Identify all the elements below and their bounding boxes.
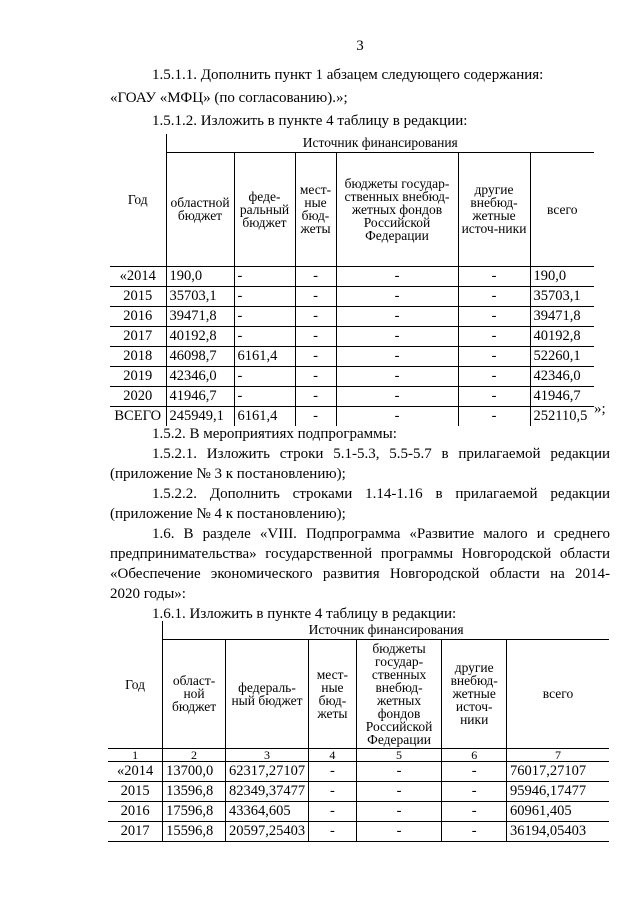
cell-funds: - [356,801,442,821]
cell-total: 39471,8 [530,306,594,326]
cell-federal: 6161,4 [234,406,295,426]
cell-other: - [458,406,530,426]
col-regional-2: област-ной бюджет [163,639,226,748]
cell-other: - [458,306,530,326]
cell-funds: - [336,306,458,326]
cell-local: - [309,761,357,781]
cell-local: - [295,266,336,286]
cell-local: - [295,346,336,366]
col-number: 1 [108,748,163,761]
cell-other: - [458,266,530,286]
cell-local: - [295,306,336,326]
cell-regional: 40192,8 [166,326,234,346]
cell-regional: 15596,8 [163,821,226,841]
table-row [108,761,609,781]
cell-year: 2016 [108,801,163,821]
paragraph-1-6-cont-2: «Обеспечение экономического развития Новгородской области на 2014- [110,566,610,582]
col-local-2: мест-ные бюд-жеты [309,639,357,748]
paragraph-1-6-1: 1.6.1. Изложить в пункте 4 таблицу в редакции: [152,606,457,622]
cell-other: - [458,346,530,366]
paragraph-1-5-2-2: 1.5.2.2. Дополнить строками 1.14-1.16 в прилагаемой редакции [152,486,610,502]
col-federal: феде-ральный бюджет [234,152,295,266]
table-row [108,821,609,841]
year-header: Год [110,134,166,266]
paragraph-1-5-2-2-cont: (приложение № 4 к постановлению); [110,506,346,522]
cell-federal: - [234,386,295,406]
cell-total: 36194,05403 [507,821,609,841]
cell-local: - [295,406,336,426]
col-total-2: всего [507,639,609,748]
cell-federal: - [234,306,295,326]
cell-other: - [442,761,507,781]
cell-regional: 190,0 [166,266,234,286]
col-number: 3 [225,748,308,761]
cell-local: - [309,821,357,841]
cell-regional: 46098,7 [166,346,234,366]
cell-total: 60961,405 [507,801,609,821]
col-state-funds: бюджеты государ-ственных внебюд-жетных фондов Российской Федерации [336,152,458,266]
paragraph-1-6-cont-1: предпринимательства» государственной программы Новгородской области [110,546,610,562]
table-row [110,406,594,426]
cell-year: «2014 [108,761,163,781]
source-header-2: Источник финансирования [163,621,609,639]
cell-funds: - [336,266,458,286]
cell-federal: 62317,27107 [225,761,308,781]
cell-total: 40192,8 [530,326,594,346]
cell-total: 95946,17477 [507,781,609,801]
cell-regional: 39471,8 [166,306,234,326]
cell-other: - [458,286,530,306]
cell-regional: 13700,0 [163,761,226,781]
col-state-funds-2: бюджеты государ-ственных внебюд-жетных фондов Российской Федерации [356,639,442,748]
col-number: 6 [442,748,507,761]
cell-local: - [295,326,336,346]
cell-total: 41946,7 [530,386,594,406]
year-header-2: Год [108,621,163,748]
cell-year: 2017 [108,821,163,841]
cell-total: 42346,0 [530,366,594,386]
table-row [110,266,594,286]
cell-funds: - [336,286,458,306]
cell-funds: - [336,406,458,426]
cell-regional: 17596,8 [163,801,226,821]
cell-funds: - [336,326,458,346]
cell-federal: - [234,286,295,306]
cell-total: 252110,5 [530,406,594,426]
cell-year: 2015 [110,286,166,306]
source-header: Источник финансирования [166,134,594,152]
table-row [108,801,609,821]
table-row [110,386,594,406]
cell-federal: 82349,37477 [225,781,308,801]
table-1-closing-quote: »; [594,401,606,417]
col-number: 4 [309,748,357,761]
cell-other: - [442,781,507,801]
cell-other: - [442,821,507,841]
cell-federal: 43364,605 [225,801,308,821]
cell-total: 52260,1 [530,346,594,366]
cell-year: 2017 [110,326,166,346]
cell-year: 2018 [110,346,166,366]
cell-other: - [458,326,530,346]
cell-local: - [295,286,336,306]
cell-local: - [295,386,336,406]
cell-other: - [458,366,530,386]
cell-year: 2019 [110,366,166,386]
financing-table-2 [108,621,609,842]
paragraph-1-5-1-2: 1.5.1.2. Изложить в пункте 4 таблицу в редакции: [152,113,468,129]
cell-other: - [458,386,530,406]
cell-funds: - [336,346,458,366]
paragraph-1-6-cont-3: 2020 годы»: [110,586,186,602]
table-row [110,306,594,326]
table-row [110,326,594,346]
cell-funds: - [356,781,442,801]
cell-local: - [309,781,357,801]
cell-year: «2014 [110,266,166,286]
cell-federal: - [234,326,295,346]
cell-total: 190,0 [530,266,594,286]
paragraph-1-5-2: 1.5.2. В мероприятиях подпрограммы: [152,426,397,442]
cell-federal: - [234,266,295,286]
cell-total: 35703,1 [530,286,594,306]
cell-year: 2015 [108,781,163,801]
cell-funds: - [336,386,458,406]
cell-federal: 20597,25403 [225,821,308,841]
col-local: мест-ные бюд-жеты [295,152,336,266]
cell-regional: 245949,1 [166,406,234,426]
cell-regional: 13596,8 [163,781,226,801]
cell-regional: 41946,7 [166,386,234,406]
col-number: 7 [507,748,609,761]
cell-total: 76017,27107 [507,761,609,781]
col-other: другие внебюд-жетные источ-ники [458,152,530,266]
cell-funds: - [356,821,442,841]
cell-federal: - [234,366,295,386]
table-row [110,366,594,386]
table-row [110,286,594,306]
paragraph-1-5-2-1-cont: (приложение № 3 к постановлению); [110,466,346,482]
cell-year: ВСЕГО [110,406,166,426]
cell-year: 2016 [110,306,166,326]
paragraph-1-5-1-1: 1.5.1.1. Дополнить пункт 1 абзацем следующего содержания: [152,67,544,83]
paragraph-1-6: 1.6. В разделе «VIII. Подпрограмма «Развитие малого и среднего [152,526,610,542]
cell-funds: - [356,761,442,781]
cell-regional: 35703,1 [166,286,234,306]
cell-federal: 6161,4 [234,346,295,366]
paragraph-gaou-mfc: «ГОАУ «МФЦ» (по согласованию).»; [110,90,348,106]
col-federal-2: федераль-ный бюджет [225,639,308,748]
cell-funds: - [336,366,458,386]
table-row [110,346,594,366]
table-row [108,781,609,801]
cell-local: - [295,366,336,386]
col-total: всего [530,152,594,266]
col-number: 2 [163,748,226,761]
cell-year: 2020 [110,386,166,406]
financing-table-1 [110,134,594,426]
col-number: 5 [356,748,442,761]
col-other-2: другие внебюд-жетные источ-ники [442,639,507,748]
cell-regional: 42346,0 [166,366,234,386]
paragraph-1-5-2-1: 1.5.2.1. Изложить строки 5.1-5.3, 5.5-5.7 в прилагаемой редакции [152,446,610,462]
page-number: 3 [356,38,364,54]
cell-other: - [442,801,507,821]
col-regional: областной бюджет [166,152,234,266]
cell-local: - [309,801,357,821]
